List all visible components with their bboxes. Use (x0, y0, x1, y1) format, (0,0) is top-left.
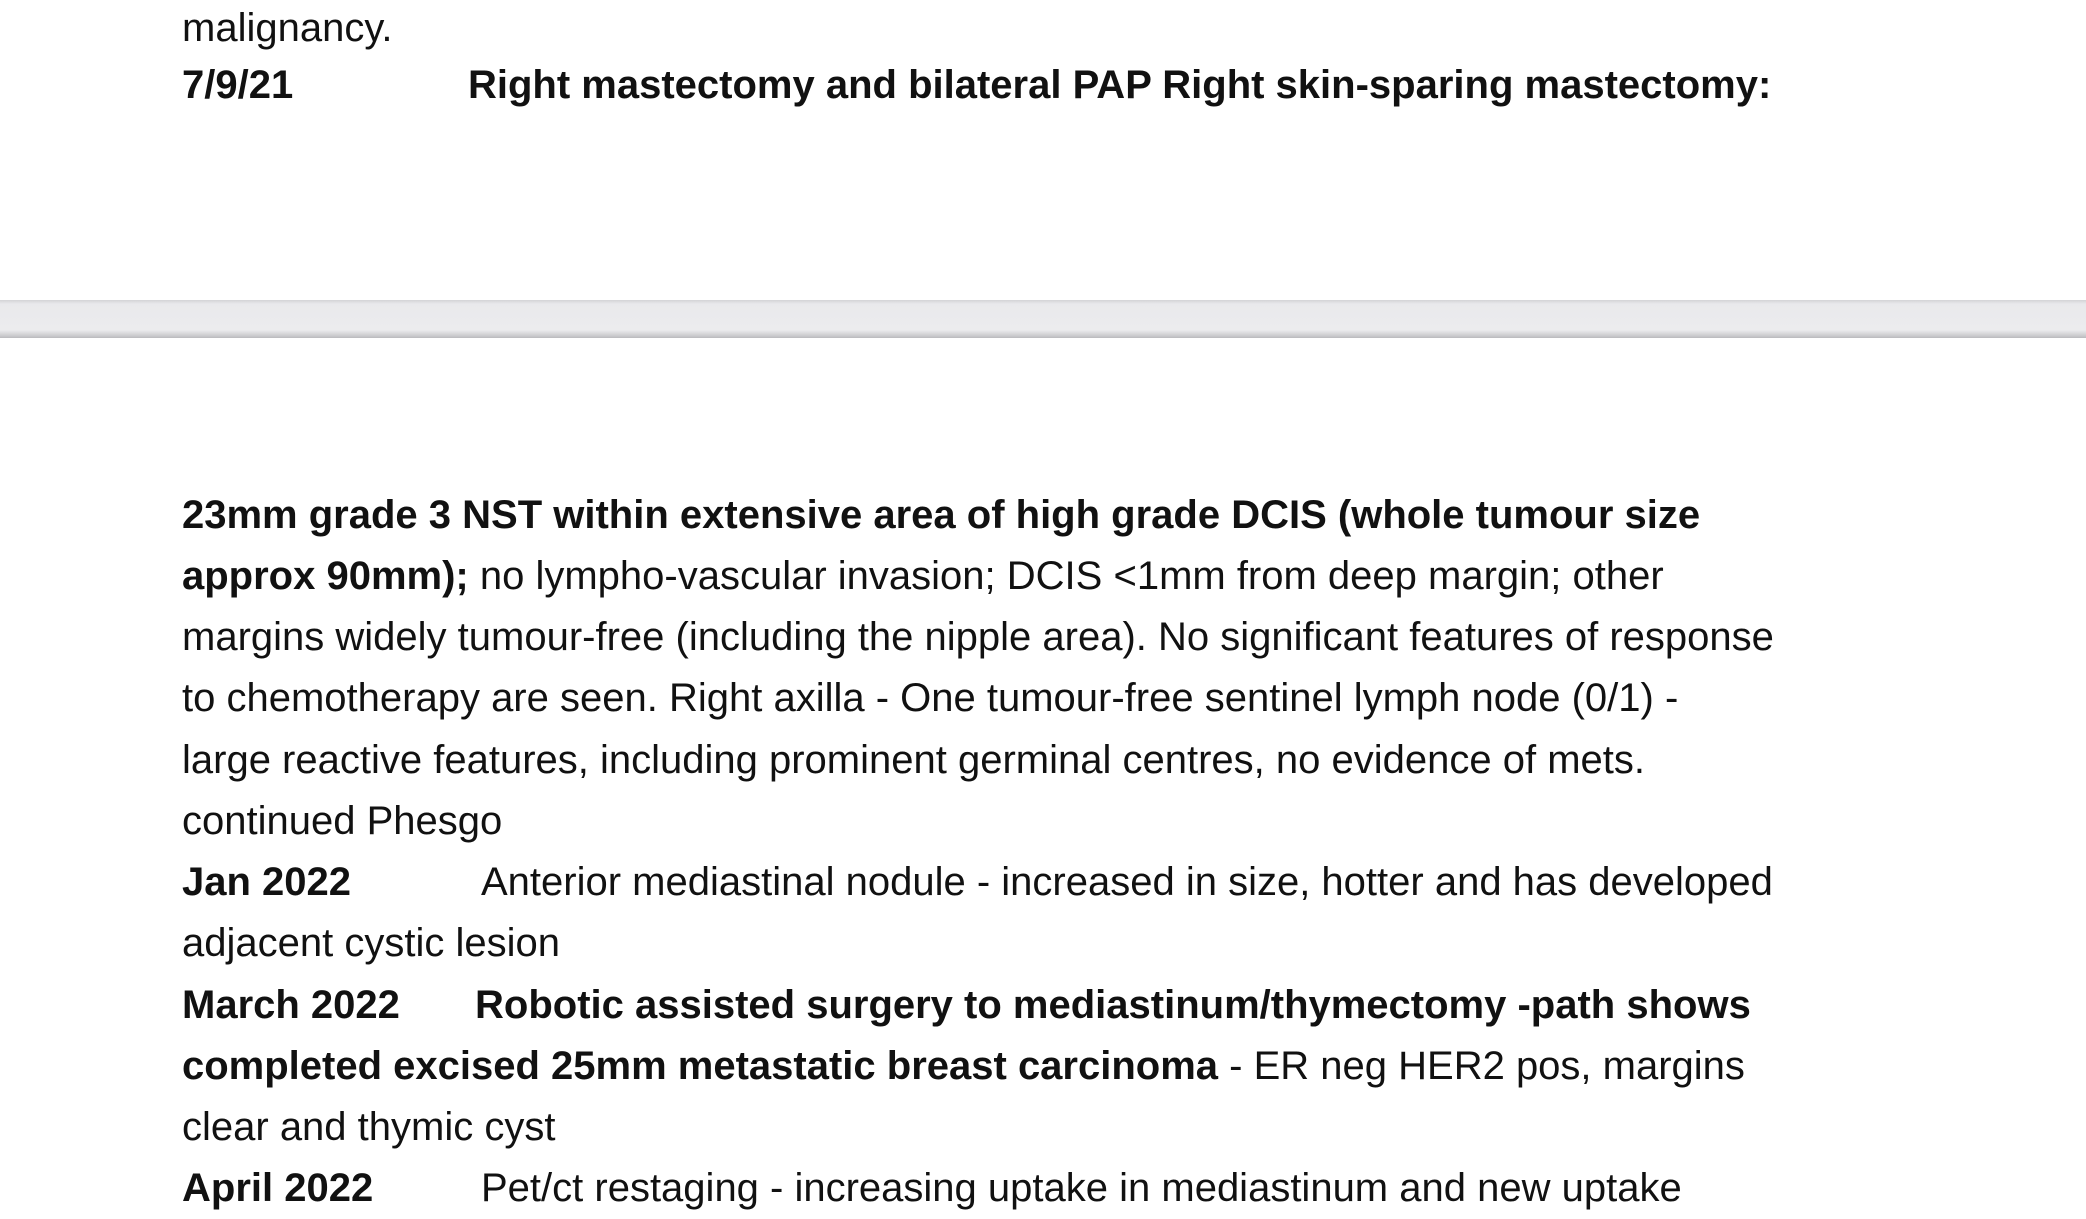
entry-date: March 2022 (182, 983, 400, 1027)
entry-march-2022-line-2 (182, 1036, 1745, 1097)
text-line: malignancy. (182, 6, 393, 50)
path-finding-line-3: margins widely tumour-free (including the nipple area). No significant features of response (182, 615, 1774, 659)
path-finding-line-5: large reactive features, including prominent germinal centres, no evidence of mets. (182, 738, 1645, 782)
entry-march-2022 (182, 975, 1751, 1036)
path-finding-line-6: continued Phesgo (182, 799, 503, 843)
entry-date: 7/9/21 (182, 63, 294, 107)
path-finding-line-4: to chemotherapy are seen. Right axilla - One tumour-free sentinel lymph node (0/1) - (182, 676, 1679, 720)
entry-april-2022 (182, 1158, 1682, 1219)
entry-jan-2022-cont: adjacent cystic lesion (182, 921, 560, 965)
entry-text: - ER neg HER2 pos, margins (1218, 1044, 1745, 1088)
document-page-bottom (0, 338, 2086, 1210)
page-separator (0, 300, 2086, 338)
entry-text: Robotic assisted surgery to mediastinum/thymectomy -path shows (475, 983, 1751, 1027)
entry-text: Pet/ct restaging - increasing uptake in mediastinum and new uptake (481, 1166, 1682, 1210)
entry-jan-2022 (182, 852, 1773, 913)
entry-text: Anterior mediastinal nodule - increased in size, hotter and has developed (481, 860, 1773, 904)
path-finding-line-2 (182, 546, 1664, 607)
entry-date: April 2022 (182, 1166, 374, 1210)
path-finding-text: no lympho-vascular invasion; DCIS <1mm from deep margin; other (468, 554, 1664, 598)
entry-7-9-21 (182, 55, 1771, 116)
entry-bold: completed excised 25mm metastatic breast carcinoma (182, 1044, 1219, 1088)
entry-march-2022-line-3: clear and thymic cyst (182, 1105, 556, 1149)
entry-date: Jan 2022 (182, 860, 352, 904)
document-page-top (0, 0, 2086, 300)
entry-text: Right mastectomy and bilateral PAP Right skin-sparing mastectomy: (468, 63, 1772, 107)
path-finding-bold: approx 90mm); (182, 554, 469, 598)
path-finding-line-1: 23mm grade 3 NST within extensive area of high grade DCIS (whole tumour size (182, 493, 1701, 537)
